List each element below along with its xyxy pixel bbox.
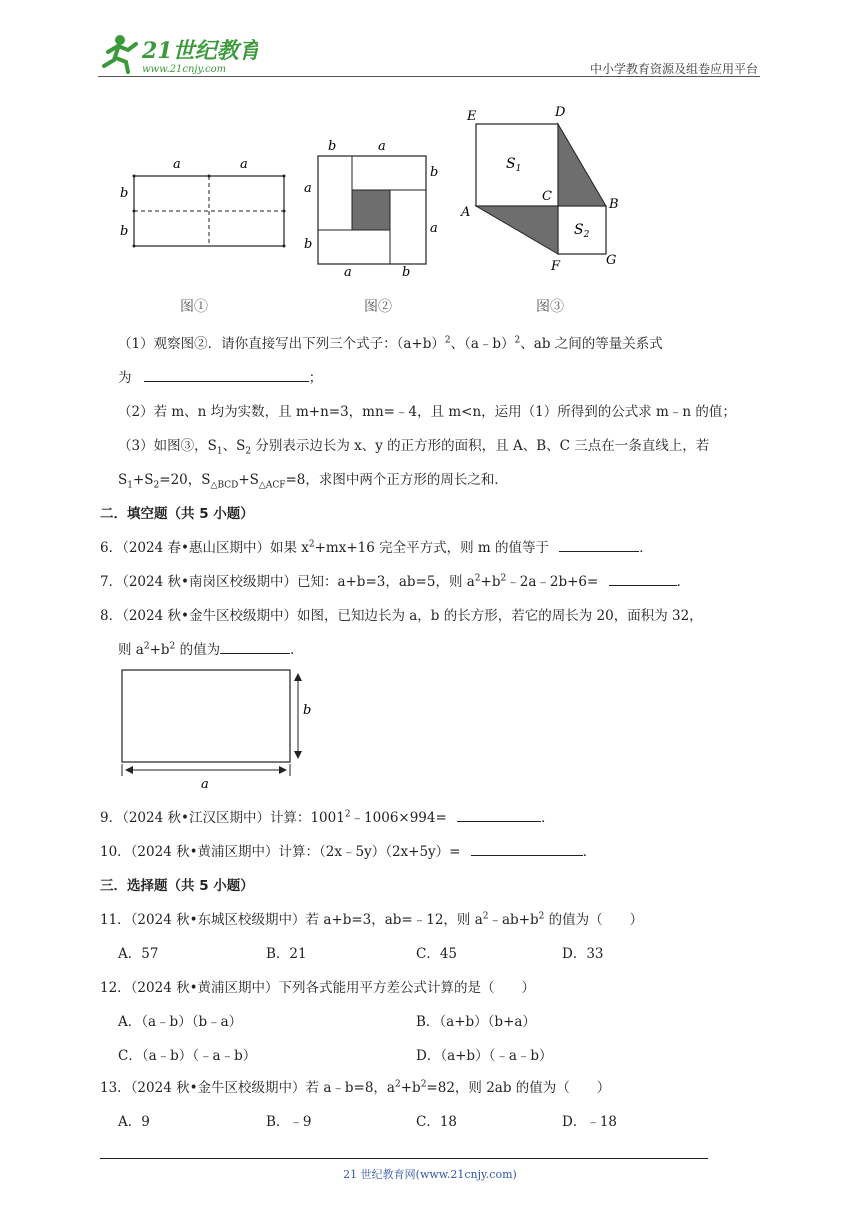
question-11: 11．（2024 秋•东城区校级期中）若 a+b=3，ab=﹣12，则 $a^2﹣ab+b^2$ 的值为（ ） [100, 911, 644, 928]
header-divider [98, 76, 760, 77]
q11-option-b[interactable]: B．21 [266, 946, 307, 962]
svg-text:b: b [303, 703, 312, 718]
q5-part3: （3）如图③，$S_1$、$S_2$ 分别表示边长为 x、y 的正方形的面积，且 A、B、C 三点在一条直线上，若 [118, 438, 710, 457]
svg-text:D: D [555, 105, 566, 120]
svg-text:a: a [201, 777, 209, 792]
q12-option-a[interactable]: A．（a﹣b）（b﹣a） [118, 1014, 243, 1030]
question-8-figure [112, 664, 322, 794]
section-3-title: 三．选择题（共 5 小题） [100, 878, 254, 894]
svg-text:a: a [344, 265, 352, 280]
svg-text:B: B [609, 197, 619, 212]
question-8-cont: 则 $a^2+b^2$ 的值为 ． [118, 641, 304, 658]
svg-text:a: a [430, 221, 438, 236]
q10-answer-blank[interactable] [471, 843, 583, 856]
figure-3-caption: 图③ [536, 299, 564, 315]
logo-url: www.21cnjy.com [142, 64, 227, 75]
question-8: 8．（2024 秋•金牛区校级期中）如图，已知边长为 a，b 的长方形，若它的周长为 20，面积为 32， [100, 608, 703, 624]
q13-option-b[interactable]: B．﹣9 [266, 1114, 312, 1130]
svg-text:C: C [542, 189, 552, 204]
question-10: 10．（2024 秋•黄浦区期中）计算：（2x﹣5y）（2x+5y）= ． [100, 844, 597, 860]
svg-text:a: a [378, 139, 386, 154]
question-6: 6．（2024 春•惠山区期中）如果 $x^2+mx+16$ 完全平方式，则 m 的值等于 ． [100, 539, 653, 556]
svg-text:A: A [461, 205, 471, 220]
question-12: 12．（2024 秋•黄浦区期中）下列各式能用平方差公式计算的是（ ） [100, 980, 536, 996]
svg-text:b: b [328, 139, 337, 154]
q7-answer-blank[interactable] [609, 573, 677, 586]
svg-text:G: G [606, 253, 617, 268]
q8-answer-blank[interactable] [220, 641, 290, 654]
footer-link[interactable]: 21 世纪教育网(www.21cnjy.com) [343, 1168, 517, 1181]
q5-answer-blank[interactable] [144, 369, 309, 382]
figure-1-caption: 图① [180, 299, 208, 315]
q13-option-a[interactable]: A．9 [118, 1114, 150, 1130]
svg-text:b: b [402, 265, 411, 280]
q12-option-b[interactable]: B．（a+b）（b+a） [416, 1014, 536, 1030]
figure-3 [455, 100, 635, 275]
section-2-title: 二．填空题（共 5 小题） [100, 506, 254, 522]
question-13: 13．（2024 秋•金牛区校级期中）若 a﹣b=8，$a^2+b^2=82$，则 2ab 的值为（ ） [100, 1079, 611, 1096]
site-logo[interactable] [98, 30, 258, 80]
logo-brand: 21世纪教育 [142, 38, 258, 64]
svg-text:S2: $S_2$ [574, 222, 590, 240]
q5-part1-answer: 为 ； [118, 370, 323, 386]
svg-text:b: b [430, 165, 439, 180]
q11-option-c[interactable]: C．45 [416, 946, 458, 962]
svg-text:S1: $S_1$ [506, 156, 522, 174]
question-7: 7．（2024 秋•南岗区校级期中）已知：a+b=3，ab=5，则 $a^2+b^2﹣2a﹣2b+6=$ ． [100, 573, 691, 590]
svg-text:b: b [120, 186, 129, 201]
q13-option-d[interactable]: D．﹣18 [562, 1114, 618, 1130]
q12-option-c[interactable]: C．（a﹣b）（﹣a﹣b） [118, 1048, 257, 1064]
q6-answer-blank[interactable] [559, 539, 639, 552]
figure-2-caption: 图② [364, 299, 392, 315]
svg-text:b: b [120, 224, 129, 239]
q9-answer-blank[interactable] [457, 809, 541, 822]
q13-option-c[interactable]: C．18 [416, 1114, 458, 1130]
svg-text:E: E [467, 109, 477, 124]
q12-option-d[interactable]: D．（a+b）（﹣a﹣b） [416, 1048, 553, 1064]
q11-option-a[interactable]: A．57 [118, 946, 159, 962]
svg-text:a: a [173, 157, 181, 172]
header-platform-text: 中小学教育资源及组卷应用平台 [589, 62, 758, 76]
q5-part3-cont: $S_1+S_2=20$，$S_{\triangle BCD}+S_{\triangle ACF}=8$，求图中两个正方形的周长之和． [118, 472, 508, 491]
footer-divider [100, 1158, 708, 1159]
svg-text:F: F [551, 259, 561, 274]
svg-text:a: a [304, 181, 312, 196]
svg-text:a: a [240, 157, 248, 172]
figure-1 [110, 150, 300, 260]
svg-text:b: b [304, 237, 313, 252]
question-9: 9．（2024 秋•江汉区期中）计算：$1001^2﹣1006\times 994=$ ． [100, 809, 555, 826]
q5-part1: （1）观察图②．请你直接写出下列三个式子：$(a+b)^2$、（a﹣b）$^2$、ab 之间的等量关系式 [118, 335, 663, 352]
q5-part2: （2）若 m、n 均为实数，且 m+n=3，mn=﹣4，且 m<n，运用（1）所得到的公式求 m﹣n 的值； [118, 404, 736, 420]
figure-2 [300, 130, 450, 280]
runner-icon [104, 35, 136, 72]
q11-option-d[interactable]: D．33 [562, 946, 604, 962]
